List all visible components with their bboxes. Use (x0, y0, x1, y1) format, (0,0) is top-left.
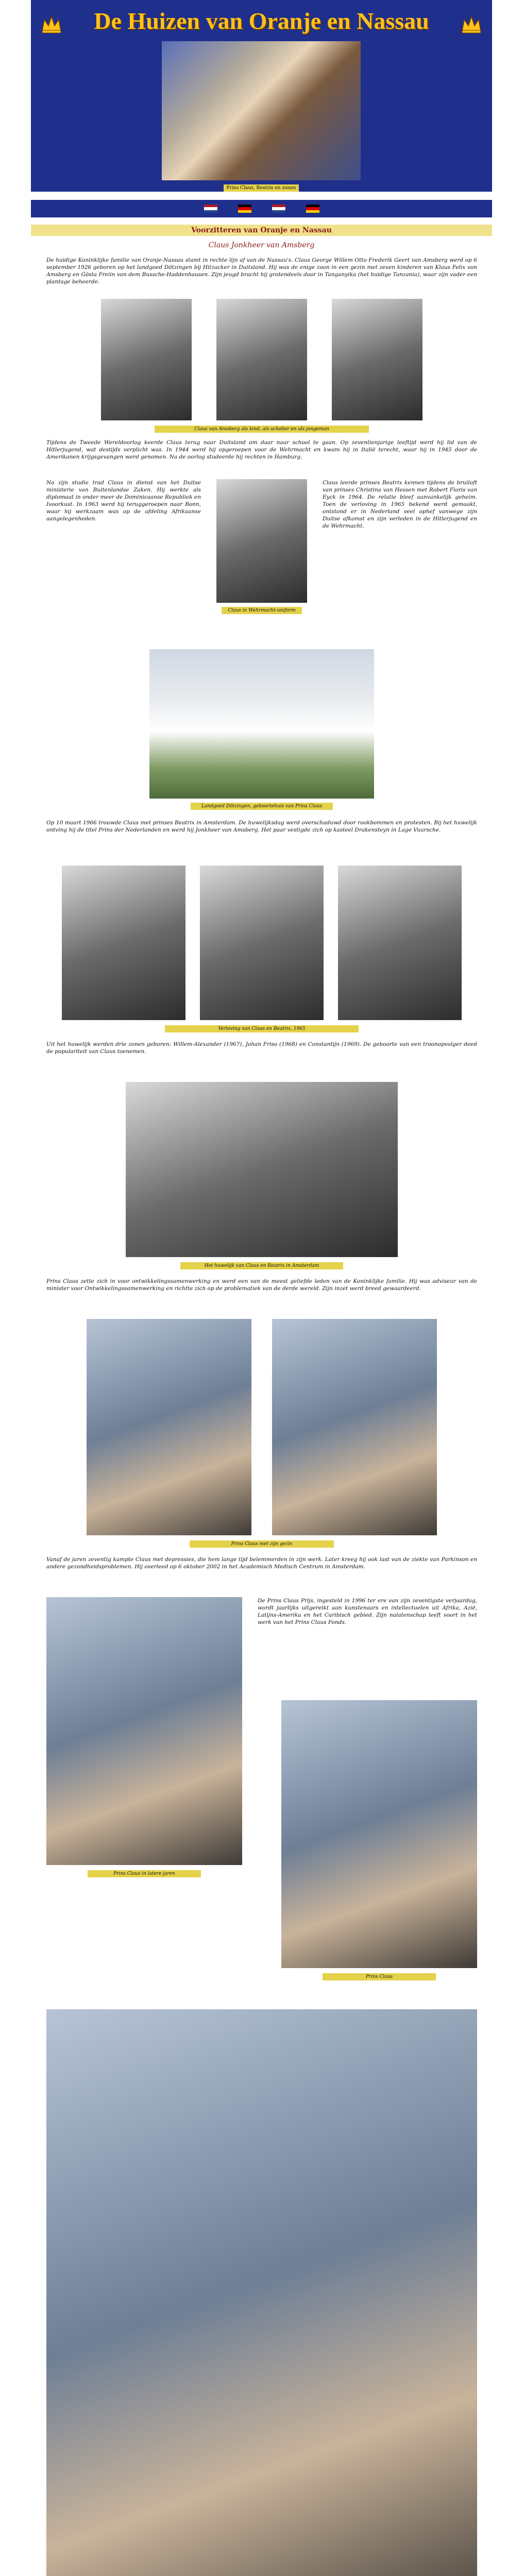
section-title: Voorzitteren van Oranje en Nassau (31, 225, 492, 236)
paragraph: Tijdens de Tweede Wereldoorlog keerde Claus terug naar Duitsland om daar naar school te gaan. Op zeventienjarige leeftijd werd hij lid van de Hitlerjugend, wat destijds verplicht was. In 1944 werd hij opgeroepen voor de Wehrmacht en kwam hij in Italië terecht, waar hij in 1945 door de Amerikanen krijgsgevangen werd genomen. Na de oorlog studeerde hij rechten in Hamburg. (46, 439, 477, 460)
portrait-old-caption: Prins Claus (323, 1973, 436, 1980)
section-subtitle: Claus Jonkheer van Amsberg (208, 241, 315, 249)
wedding-caption: Het huwelijk van Claus en Beatrix in Amsterdam (180, 1262, 343, 1269)
site-title: De Huizen van Oranje en Nassau (94, 8, 429, 34)
soldier-photo (216, 479, 307, 603)
family-photo (272, 1319, 437, 1535)
gallery-photo (46, 2009, 477, 2576)
paragraph: De huidige Koninklijke familie van Oranje-Nassau stamt in rechte lijn af van de Nassau's. Claus George Willem Otto Frederik Geert van Amsberg werd op 6 september 1926 geboren op het landgoed Dötzingen bij Hitzacker in Duitsland. Hij was de enige zoon in een gezin met zeven kinderen van Klaus Felix von Amsberg en Gösta Freiin von dem Bussche-Haddenhausen. Zijn jeugd bracht hij grotendeels door in Tanganyika (het huidige Tanzania), waar zijn vader een plantage beheerde. (46, 257, 477, 285)
paragraph: Prins Claus zette zich in voor ontwikkelingssamenwerking en werd een van de meest geliefde leden van de Koninklijke familie. Hij was adviseur van de minister voor Ontwikkelingssamenwerking en richtte zich op de problematiek van de derde wereld. Zijn inzet werd breed gewaardeerd. (46, 1278, 477, 1292)
wedding-text (46, 819, 477, 839)
intro-text (46, 257, 477, 291)
portrait-photo (101, 299, 192, 420)
meeting-text: Claus leerde prinses Beatrix kennen tijdens de bruiloft van prinses Christina van Hessen met Robert Floris van Eyck in 1964. De relatie bleef aanvankelijk geheim. Toen de verloving in 1965 bekend werd gemaakt, ontstond er in Nederland veel ophef vanwege zijn Duitse afkomst en zijn verleden in de Hitlerjugend en de Wehrmacht. (323, 480, 477, 529)
portrait-photo (332, 299, 422, 420)
header (31, 0, 492, 192)
flag-nl-icon (204, 205, 217, 213)
engagement-photo (338, 866, 462, 1020)
flag-de-icon (238, 205, 251, 213)
portraits-caption: Claus van Amsberg als kind, als scholier en als jongeman (155, 426, 369, 433)
portrait-old-photo (281, 1700, 477, 1968)
header-family-photo (162, 41, 361, 180)
paragraph: Op 10 maart 1966 trouwde Claus met prinses Beatrix in Amsterdam. De huwelijksdag werd overschaduwd door rookbommen en protesten. Bij het huwelijk ontving hij de titel Prins der Nederlanden en werd hij Jonkheer van Amsberg. Het paar vestigde zich op kasteel Drakensteyn in Lage Vuursche. (46, 820, 477, 833)
engagement-photo (62, 866, 185, 1020)
paragraph: Uit het huwelijk werden drie zonen geboren: Willem-Alexander (1967), Johan Friso (1968) en Constantijn (1969). De geboorte van een troonopvolger deed de populariteit van Claus toenemen. (46, 1041, 477, 1055)
flag-de-icon (306, 205, 319, 213)
soldier-caption: Claus in Wehrmacht-uniform (222, 607, 302, 614)
war-text (46, 439, 477, 466)
crown-icon (460, 13, 483, 34)
prince-caption: Prins Claus in latere jaren (88, 1870, 201, 1877)
house-caption: Landgoed Dötzingen, geboortehuis van Prins Claus (191, 803, 333, 810)
house-photo (149, 649, 374, 799)
wedding-photo (126, 1082, 398, 1257)
portrait-photo (216, 299, 307, 420)
family-photo (87, 1319, 251, 1535)
flag-nl-icon (272, 205, 285, 213)
paragraph: Vanaf de jaren zeventig kampte Claus met depressies, die hem lange tijd belemmerden in zijn werk. Later kreeg hij ook last van de ziekte van Parkinson en andere gezondheidsproblemen. Hij overleed op 6 oktober 2002 in het Academisch Medisch Centrum in Amsterdam. (46, 1556, 477, 1570)
header-photo-caption: Prins Claus, Beatrix en zonen (224, 184, 299, 192)
diplomat-text: Na zijn studie trad Claus in dienst van het Duitse ministerie van Buitenlandse Zaken. Hij werkte als diplomaat in onder meer de Dominicaanse Republiek en Ivoorkust. In 1963 werd hij teruggeroepen naar Bonn, waar hij werkzaam was op de afdeling Afrikaanse aangelegenheden. (46, 480, 201, 522)
prince-photo (46, 1597, 242, 1865)
engagement-photo (200, 866, 324, 1020)
role-text (46, 1278, 477, 1297)
family-caption: Prins Claus met zijn gezin (190, 1540, 334, 1548)
illness-text (46, 1556, 477, 1575)
engagement-caption: Verloving van Claus en Beatrix, 1965 (165, 1025, 359, 1032)
children-text (46, 1041, 477, 1060)
legacy-text: De Prins Claus Prijs, ingesteld in 1996 ter ere van zijn zeventigste verjaardag, wordt jaarlijks uitgereikt aan kunstenaars en intellectuelen uit Afrika, Azië, Latijns-Amerika en het Caribisch gebied. Zijn nalatenschap leeft voort in het werk van het Prins Claus Fonds. (258, 1598, 477, 1625)
flags-bar (31, 200, 492, 217)
